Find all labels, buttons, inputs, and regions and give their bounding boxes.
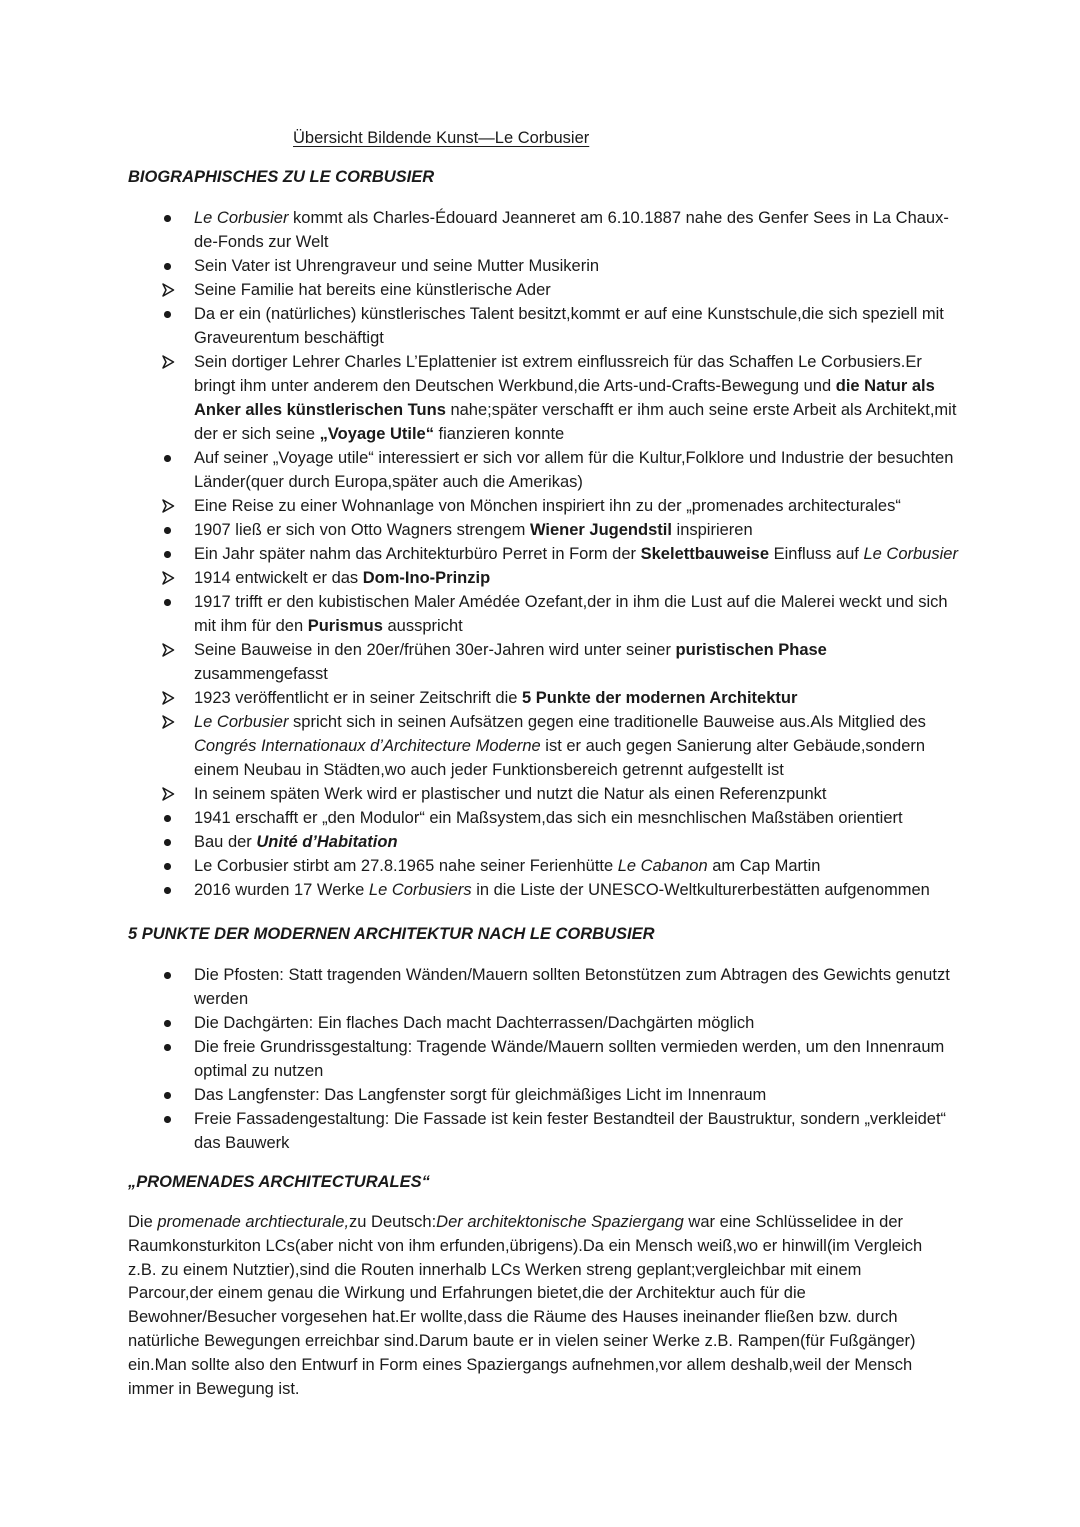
- bullet-icon: [161, 254, 177, 278]
- arrow-bullet-icon: [161, 350, 177, 374]
- text-run: In seinem späten Werk wird er plastischer und nutzt die Natur als einen Referenzpunkt: [194, 785, 827, 803]
- list-item: [0, 686, 1080, 710]
- text-run: Seine Familie hat bereits eine künstlerische Ader: [194, 281, 551, 299]
- text-run: Ein Jahr später nahm das Architekturbüro Perret in Form der: [194, 545, 641, 563]
- text-run: inspirieren: [671, 521, 753, 539]
- text-run: spricht sich in seinen Aufsätzen gegen eine traditionelle Bauweise aus.Als Mitglied des: [288, 713, 926, 731]
- list-item: [0, 206, 1080, 254]
- bullet-icon: [161, 206, 177, 230]
- bullet-icon: [161, 542, 177, 566]
- text-run: ausspricht: [382, 617, 463, 635]
- text-run: Die freie Grundrissgestaltung: Tragende Wände/Mauern sollten vermieden werden, um den Innenraum optimal zu nutzen: [194, 1038, 945, 1080]
- bullet-icon: [161, 1035, 177, 1059]
- text-run: kommt als Charles-Édouard Jeanneret am 6.10.1887 nahe des Genfer Sees in La Chaux-de-Fonds zur Welt: [194, 209, 949, 251]
- text-run: 1923 veröffentlicht er in seiner Zeitschrift die: [194, 689, 523, 707]
- arrow-bullet-icon: [161, 782, 177, 806]
- text-run: in die Liste der UNESCO-Weltkulturerbestätten aufgenommen: [471, 881, 930, 899]
- text-run: fianzieren konnte: [433, 425, 565, 443]
- list-item: [0, 710, 1080, 782]
- text-run: Sein Vater ist Uhrengraveur und seine Mutter Musikerin: [194, 257, 600, 275]
- list-item: [0, 302, 1080, 350]
- list-item: [0, 1107, 1080, 1155]
- text-run: Einfluss auf: [769, 545, 864, 563]
- list-item: [0, 1035, 1080, 1083]
- emphasis-text: Unité d’Habitation: [256, 833, 398, 851]
- text-run: Sein dortiger Lehrer Charles L’Eplattenier ist extrem einflussreich für das Schaffen Le Corbusiers.Er bringt ihm unter anderem den Deutschen Werkbund,die Arts-und-Crafts-Bewegung und: [194, 353, 922, 395]
- list-item: [0, 854, 1080, 878]
- list-item: [0, 494, 1080, 518]
- section-heading-biography: BIOGRAPHISCHES ZU LE CORBUSIER: [128, 168, 435, 186]
- bullet-icon: [161, 1107, 177, 1131]
- text-run: ist er auch gegen Sanierung alter Gebäude,sondern einem Neubau in Städten,wo auch jeder Funktionsbereich getrennt aufgestellt ist: [194, 737, 926, 779]
- text-run: 1941 erschafft er „den Modulor“ ein Maßsystem,das sich ein mesnchlischen Maßstäben orientiert: [194, 809, 903, 827]
- bullet-icon: [161, 1011, 177, 1035]
- list-item: [0, 1083, 1080, 1107]
- text-run: Da er ein (natürliches) künstlerisches Talent besitzt,kommt er auf eine Kunstschule,die sich speziell mit Graveurentum beschäftigt: [194, 305, 944, 347]
- arrow-bullet-icon: [161, 710, 177, 734]
- text-run: Die Pfosten: Statt tragenden Wänden/Mauern sollten Betonstützen zum Abtragen des Gewichts genutzt werden: [194, 966, 950, 1008]
- text-run: Eine Reise zu einer Wohnanlage von Mönchen inspiriert ihn zu der „promenades architecturales“: [194, 497, 901, 515]
- list-item: [0, 350, 1080, 446]
- bullet-icon: [161, 446, 177, 470]
- text-run: Die Dachgärten: Ein flaches Dach macht Dachterrassen/Dachgärten möglich: [194, 1014, 755, 1032]
- text-run: 2016 wurden 17 Werke: [194, 881, 369, 899]
- bullet-icon: [161, 806, 177, 830]
- emphasis-text: „Voyage Utile“: [319, 425, 434, 443]
- text-run: am Cap Martin: [707, 857, 821, 875]
- emphasis-text: promenade archtiecturale,: [157, 1213, 350, 1231]
- document-title: Übersicht Bildende Kunst—Le Corbusier: [293, 129, 590, 147]
- bullet-icon: [161, 830, 177, 854]
- list-item: [0, 446, 1080, 494]
- text-run: Seine Bauweise in den 20er/frühen 30er-Jahren wird unter seiner: [194, 641, 676, 659]
- emphasis-text: Le Corbusier: [863, 545, 958, 563]
- list-item: [0, 566, 1080, 590]
- emphasis-text: Wiener Jugendstil: [529, 521, 672, 539]
- emphasis-text: Der architektonische Spaziergang: [436, 1213, 684, 1231]
- arrow-bullet-icon: [161, 638, 177, 662]
- list-item: [0, 590, 1080, 638]
- text-run: zusammengefasst: [194, 665, 328, 683]
- list-item: [0, 278, 1080, 302]
- bullet-icon: [161, 302, 177, 326]
- list-item: [0, 254, 1080, 278]
- text-run: Das Langfenster: Das Langfenster sorgt für gleichmäßiges Licht im Innenraum: [194, 1086, 767, 1104]
- section-heading-five-points: 5 PUNKTE DER MODERNEN ARCHITEKTUR NACH LE CORBUSIER: [128, 925, 655, 943]
- text-run: Auf seiner „Voyage utile“ interessiert er sich vor allem für die Kultur,Folklore und Industrie der besuchten Länder(quer durch Europa,später auch die Amerikas): [194, 449, 954, 491]
- emphasis-text: Le Corbusier: [194, 713, 289, 731]
- emphasis-text: Purismus: [307, 617, 383, 635]
- text-run: zu Deutsch:: [349, 1213, 437, 1231]
- emphasis-text: Congrés Internationaux d’Architecture Moderne: [194, 737, 541, 755]
- bullet-icon: [161, 518, 177, 542]
- list-item: [0, 518, 1080, 542]
- text-run: 1917 trifft er den kubistischen Maler Amédée Ozefant,der in ihm die Lust auf die Malerei weckt und sich mit ihm für den: [194, 593, 948, 635]
- text-run: Freie Fassadengestaltung: Die Fassade ist kein fester Bestandteil der Baustruktur, sondern „verkleidet“ das Bauwerk: [194, 1110, 947, 1152]
- arrow-bullet-icon: [161, 278, 177, 302]
- text-run: nahe;später verschafft er ihm auch seine erste Arbeit als Architekt,mit der er sich seine: [194, 401, 957, 443]
- biography-list: [0, 206, 1080, 902]
- text-run: Le Corbusier stirbt am 27.8.1965 nahe seiner Ferienhütte: [194, 857, 618, 875]
- list-item: [0, 542, 1080, 566]
- list-item: [0, 782, 1080, 806]
- text-run: Die: [128, 1213, 158, 1231]
- list-item: [0, 638, 1080, 686]
- list-item: [0, 963, 1080, 1011]
- text-run: 1914 entwickelt er das: [194, 569, 363, 587]
- bullet-icon: [161, 963, 177, 987]
- section-heading-promenades: „PROMENADES ARCHITECTURALES“: [128, 1173, 430, 1191]
- list-item: [0, 878, 1080, 902]
- bullet-icon: [161, 878, 177, 902]
- emphasis-text: Le Corbusier: [194, 209, 289, 227]
- list-item: [0, 806, 1080, 830]
- emphasis-text: Le Corbusiers: [368, 881, 472, 899]
- emphasis-text: Dom-Ino-Prinzip: [362, 569, 491, 587]
- bullet-icon: [161, 1083, 177, 1107]
- arrow-bullet-icon: [161, 686, 177, 710]
- emphasis-text: die Natur als Anker alles künstlerischen Tuns: [194, 377, 935, 419]
- bullet-icon: [161, 590, 177, 614]
- emphasis-text: Le Cabanon: [617, 857, 708, 875]
- five-points-list: [0, 963, 1080, 1155]
- emphasis-text: 5 Punkte der modernen Architektur: [522, 689, 798, 707]
- text-run: Bau der: [194, 833, 257, 851]
- arrow-bullet-icon: [161, 494, 177, 518]
- text-run: 1907 ließ er sich von Otto Wagners strengem: [194, 521, 530, 539]
- text-run: war eine Schlüsselidee in der Raumkonsturkiton LCs(aber nicht von ihm erfunden,übrigens).Da ein Mensch weiß,wo er hinwill(im Vergleich z.B. zu einem Nutztier),sind die Routen innerhalb LCs Werken streng geplant;vergleichbar mit einem Parcour,der einem genau die Wirkung und Erfahrungen bietet,die der Architektur auch für die Bewohner/Besucher vorgesehen hat.Er wollte,dass die Räume des Hauses ineinander fließen bzw. durch natürliche Bewegungen erreichbar sind.Darum baute er in vielen seiner Werke z.B. Rampen(für Fußgänger) ein.Man sollte also den Entwurf in Form eines Spaziergangs aufnehmen,vor allem deshalb,weil der Mensch immer in Bewegung ist.: [128, 1213, 923, 1398]
- bullet-icon: [161, 854, 177, 878]
- list-item: [0, 830, 1080, 854]
- emphasis-text: puristischen Phase: [675, 641, 827, 659]
- promenades-paragraph: [128, 1211, 938, 1401]
- list-item: [0, 1011, 1080, 1035]
- arrow-bullet-icon: [161, 566, 177, 590]
- emphasis-text: Skelettbauweise: [640, 545, 770, 563]
